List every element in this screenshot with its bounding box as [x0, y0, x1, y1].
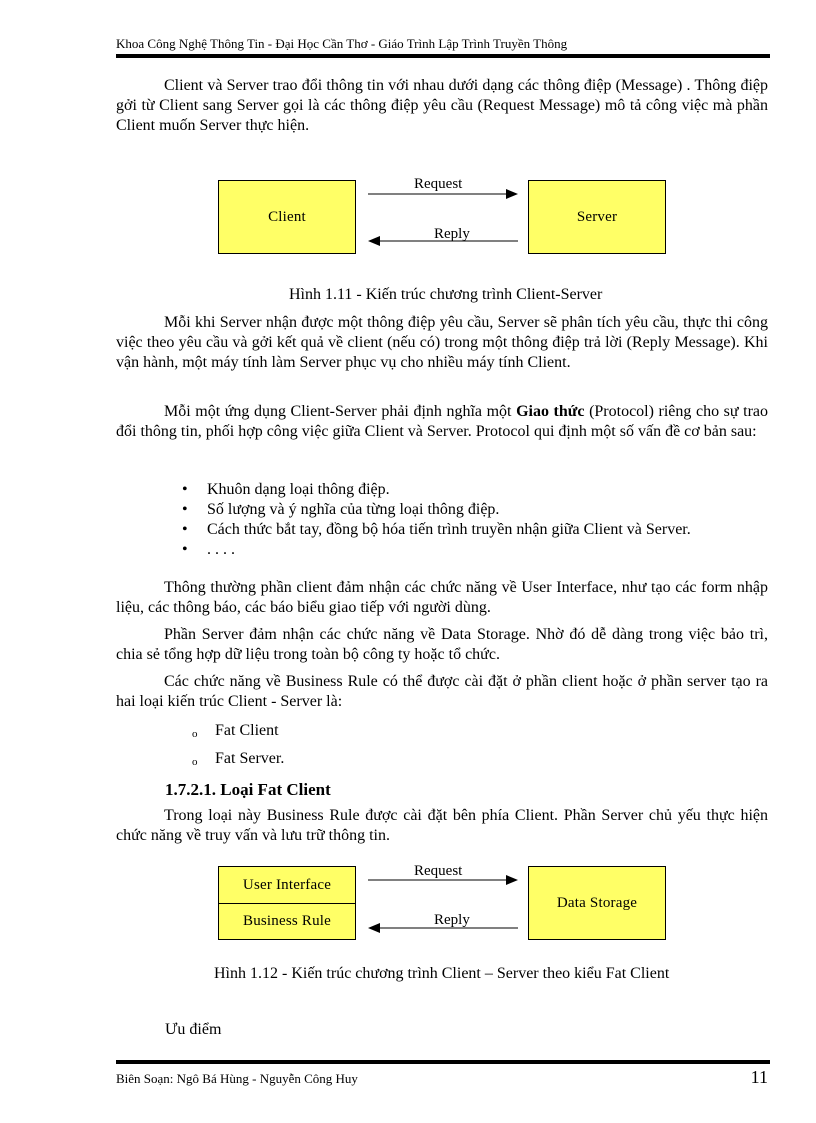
page-header: Khoa Công Nghệ Thông Tin - Đại Học Cần Thơ - Giáo Trình Lập Trình Truyền Thông — [116, 36, 568, 51]
data-storage-label: Data Storage — [556, 894, 638, 911]
request-label: Request — [414, 863, 463, 879]
advantage-heading: Ưu điểm — [165, 1021, 222, 1038]
business-rule-label: Business Rule — [242, 913, 332, 929]
reply-label: Reply — [434, 912, 470, 928]
list-item: • Khuôn dạng loại thông điệp. — [182, 481, 390, 498]
bullet-icon: • — [182, 481, 188, 498]
bullet-icon: • — [182, 541, 188, 558]
user-interface-label: User Interface — [242, 876, 332, 893]
section-title: 1.7.2.1. Loại Fat Client — [165, 780, 331, 799]
list-item: • Số lượng và ý nghĩa của từng loại thông điệp. — [182, 501, 500, 518]
paragraph-server-process: Mỗi khi Server nhận được một thông điệp yêu cầu, Server sẽ phân tích yêu cầu, thực thi công việc theo yêu cầu và gởi kết quả về client (nếu có) trong một thông điệp trả lời (Reply Message). Khi vận hành, một máy tính làm Server phục vụ cho nhiều máy tính Client. — [116, 314, 768, 371]
paragraph-message: Client và Server trao đổi thông tin với nhau dưới dạng các thông điệp (Message) . Thông điệp gởi từ Client sang Server gọi là các thông điệp yêu cầu (Request Message) mô tả công việc mà phần Client muốn Server thực hiện. — [116, 77, 768, 134]
page-number: 11 — [750, 1067, 768, 1087]
protocol-bold: Giao thức — [516, 403, 585, 420]
figure2-caption: Hình 1.12 - Kiến trúc chương trình Client – Server theo kiểu Fat Client — [214, 965, 670, 982]
circle-bullet-icon: o — [192, 756, 198, 768]
reply-arrowhead — [368, 923, 380, 933]
paragraph-server-storage: Phần Server đảm nhận các chức năng về Data Storage. Nhờ đó dễ dàng trong việc bảo trì, chia sẻ tổng hợp dữ liệu trong toàn bộ công ty hoặc tổ chức. — [116, 626, 768, 663]
figure1-caption: Hình 1.11 - Kiến trúc chương trình Client-Server — [289, 286, 603, 303]
bullet-icon: • — [182, 521, 188, 538]
page-footer: Biên Soạn: Ngô Bá Hùng - Nguyễn Công Huy — [116, 1071, 358, 1086]
protocol-text-after: (Protocol) riêng cho sự trao đổi thông tin, phối hợp công việc giữa Client và Server. Protocol qui định một số vấn đề cơ bản sau: — [116, 403, 769, 440]
protocol-text-before: Mỗi một ứng dụng Client-Server phải định nghĩa một — [164, 403, 517, 420]
reply-label: Reply — [434, 226, 470, 242]
paragraph-client-ui: Thông thường phần client đảm nhận các chức năng về User Interface, như tạo các form nhập liệu, các thông báo, các báo biểu giao tiếp với người dùng. — [116, 579, 768, 616]
list-item: • . . . . — [182, 541, 235, 558]
server-label: Server — [576, 208, 618, 225]
bullet-icon: • — [182, 501, 188, 518]
footer-rule — [116, 1060, 770, 1064]
request-arrowhead — [506, 875, 518, 885]
circle-bullet-icon: o — [192, 728, 198, 740]
paragraph-business-rule: Các chức năng về Business Rule có thể được cài đặt ở phần client hoặc ở phần server tạo ra hai loại kiến trúc Client - Server là: — [116, 673, 768, 710]
list-item: • Cách thức bắt tay, đồng bộ hóa tiến trình truyền nhận giữa Client và Server. — [182, 521, 691, 538]
paragraph-fat-client: Trong loại này Business Rule được cài đặt bên phía Client. Phần Server chủ yếu thực hiện chức năng về truy vấn và lưu trữ thông tin. — [116, 807, 768, 844]
client-label: Client — [268, 208, 306, 225]
request-label: Request — [414, 176, 463, 192]
list-item: o Fat Client — [190, 721, 284, 741]
list-item: o Fat Server. — [190, 749, 284, 769]
